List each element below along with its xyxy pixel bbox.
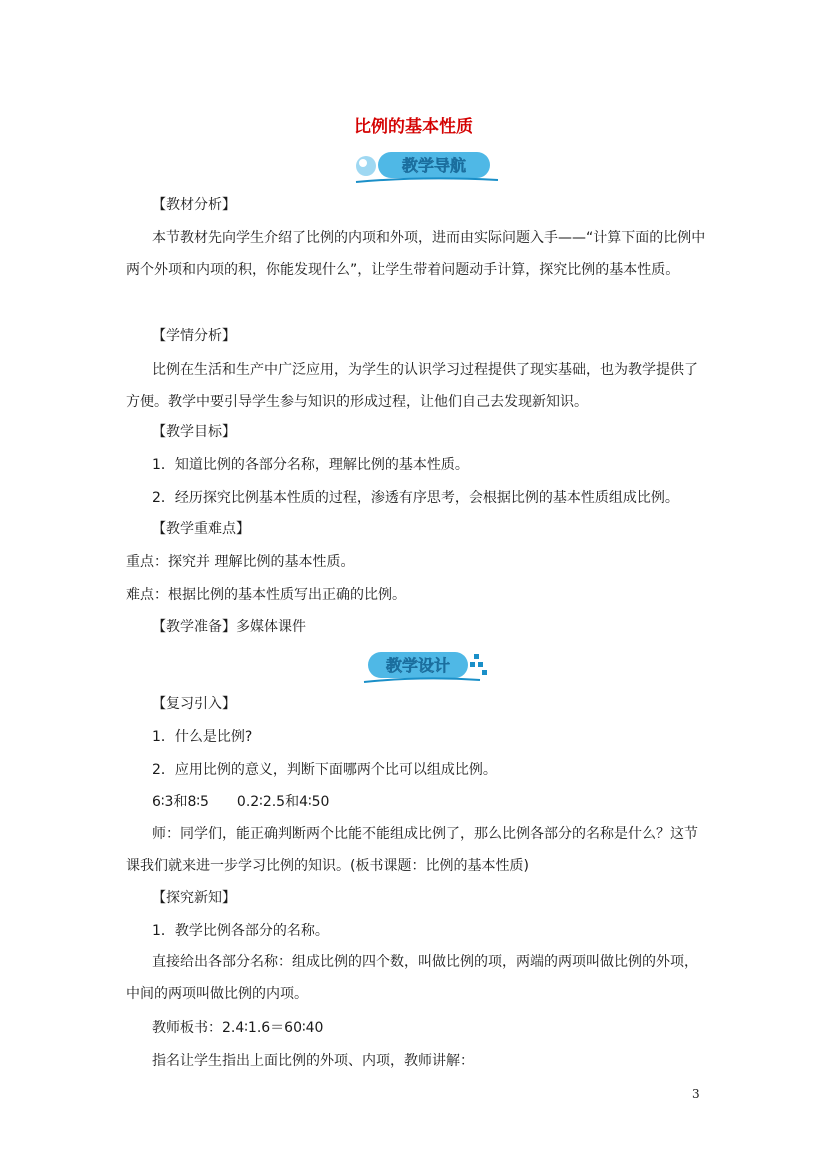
review-ratios: 6∶3和8∶5 0.2∶2.5和4∶50 [152,794,330,810]
explore-paragraph: 直接给出各部分名称：组成比例的四个数，叫做比例的项，两端的两项叫做比例的外项，中间的两项叫做比例的内项。 [126,954,698,1002]
banner-teaching-guide [352,146,502,186]
heading-textbook-analysis: 【教材分析】 [152,197,236,213]
heading-student-analysis: 【学情分析】 [152,328,236,344]
explore-item-1: 1．教学比例各部分的名称。 [152,923,329,939]
banner-design-text: 教学设计 [385,656,451,675]
banner-design-graphic [362,646,492,686]
banner-guide-graphic [352,146,502,186]
banner-guide-text: 教学导航 [401,156,467,175]
heading-review: 【复习引入】 [152,696,236,712]
explore-last-line: 指名让学生指出上面比例的外项、内项，教师讲解： [152,1053,474,1069]
heading-key-points: 【教学重难点】 [152,521,250,537]
page-number: 3 [692,1087,700,1101]
difficult-point: 难点：根据比例的基本性质写出正确的比例。 [126,587,406,603]
heading-teaching-goals: 【教学目标】 [152,424,236,440]
review-item-1: 1．什么是比例? [152,729,253,745]
goal-item-2: 2．经历探究比例基本性质的过程，渗透有序思考，会根据比例的基本性质组成比例。 [152,490,679,506]
heading-explore: 【探究新知】 [152,890,236,906]
teaching-preparation: 【教学准备】多媒体课件 [152,619,306,635]
review-item-2: 2．应用比例的意义，判断下面哪两个比可以组成比例。 [152,762,497,778]
teacher-prompt: 师：同学们，能正确判断两个比能不能组成比例了，那么比例各部分的名称是什么？这节课我们就来进一步学习比例的知识。(板书课题：比例的基本性质) [126,826,698,874]
paragraph-student-analysis: 比例在生活和生产中广泛应用，为学生的认识学习过程提供了现实基础，也为教学提供了方便。教学中要引导学生参与知识的形成过程，让他们自己去发现新知识。 [126,362,698,410]
paragraph-textbook-analysis: 本节教材先向学生介绍了比例的内项和外项，进而由实际问题入手——“计算下面的比例中两个外项和内项的积，你能发现什么”，让学生带着问题动手计算，探究比例的基本性质。 [126,230,706,278]
key-point: 重点：探究并 理解比例的基本性质。 [126,554,355,570]
page-title: 比例的基本性质 [354,117,473,137]
board-writing: 教师板书：2.4∶1.6＝60∶40 [152,1020,324,1036]
goal-item-1: 1．知道比例的各部分名称，理解比例的基本性质。 [152,457,469,473]
banner-teaching-design [362,646,492,686]
